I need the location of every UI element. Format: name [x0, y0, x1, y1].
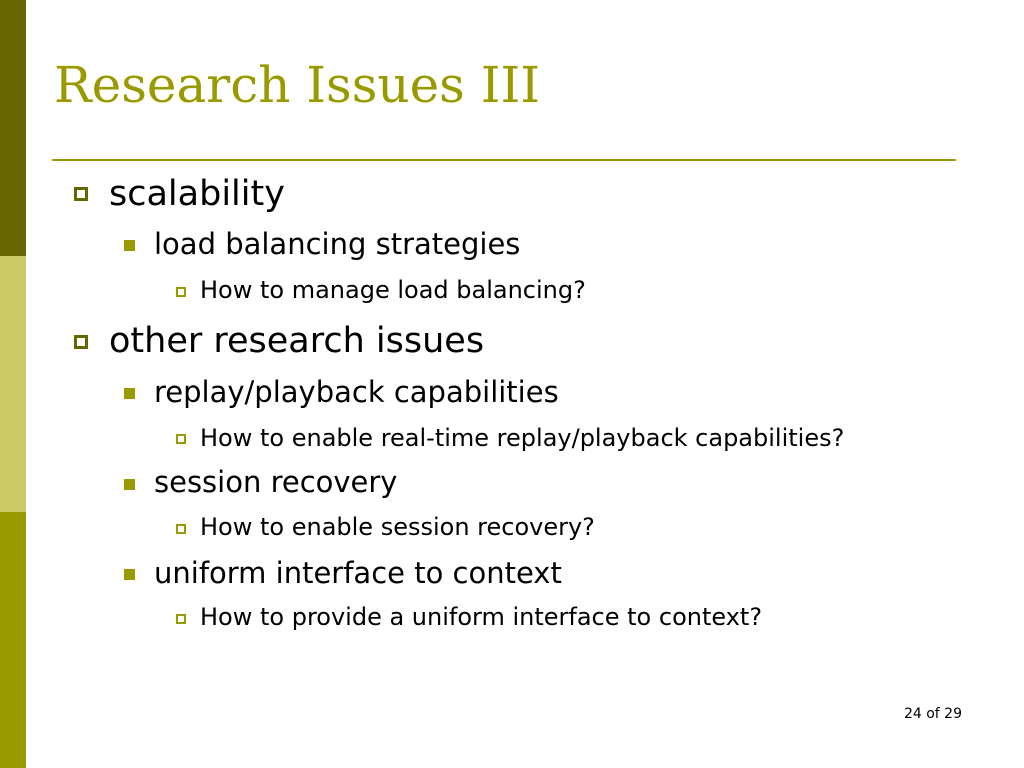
sidebar-middle-segment: [0, 256, 26, 512]
sidebar-bottom-segment: [0, 512, 26, 768]
hollow-square-bullet-icon: [176, 434, 186, 444]
bullet-text-level-2: load balancing strategies: [154, 227, 521, 261]
bullet-text-level-1: other research issues: [109, 321, 485, 361]
bullet-text-level-2: replay/playback capabilities: [154, 375, 559, 409]
title-divider: [52, 159, 956, 161]
page-number: 24 of 29: [903, 706, 962, 722]
bullet-text-level-3: How to enable session recovery?: [200, 513, 595, 541]
bullet-text-level-3: How to enable real-time replay/playback capabilities?: [200, 424, 845, 452]
hollow-square-bullet-icon: [74, 187, 88, 201]
filled-square-bullet-icon: [124, 479, 135, 490]
hollow-square-bullet-icon: [176, 524, 186, 534]
hollow-square-bullet-icon: [74, 335, 88, 349]
hollow-square-bullet-icon: [176, 287, 186, 297]
hollow-square-bullet-icon: [176, 614, 186, 624]
slide-title: Research Issues III: [54, 56, 540, 114]
bullet-text-level-1: scalability: [109, 174, 285, 214]
filled-square-bullet-icon: [124, 569, 135, 580]
bullet-text-level-2: session recovery: [154, 465, 398, 499]
decorative-sidebar: [0, 0, 26, 768]
bullet-text-level-2: uniform interface to context: [154, 556, 562, 590]
bullet-text-level-3: How to manage load balancing?: [200, 276, 586, 304]
filled-square-bullet-icon: [124, 388, 135, 399]
sidebar-top-segment: [0, 0, 26, 256]
bullet-text-level-3: How to provide a uniform interface to context?: [200, 603, 763, 631]
filled-square-bullet-icon: [124, 240, 135, 251]
